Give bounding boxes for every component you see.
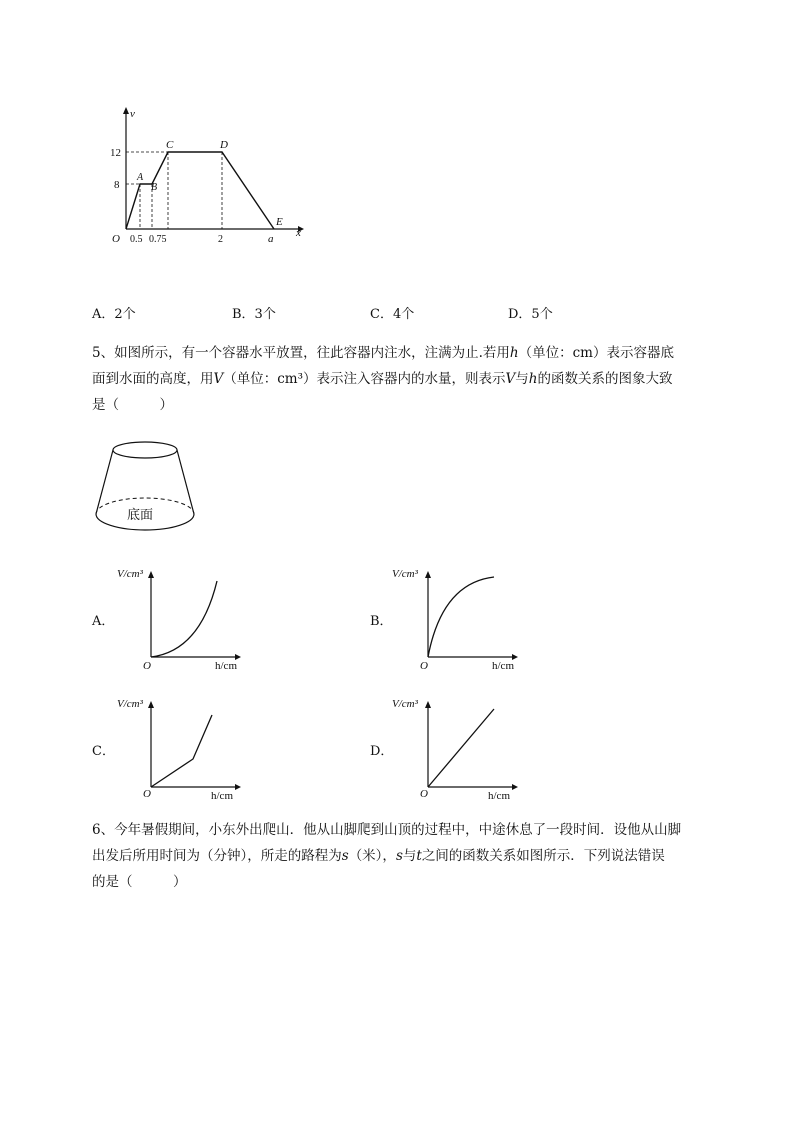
- point-label: C: [166, 139, 174, 151]
- y-tick-label: 12: [110, 147, 121, 159]
- q5-graph-d: [392, 693, 522, 803]
- q6-question-text: [92, 817, 712, 895]
- q5-graph-a: [115, 563, 245, 673]
- q5-graph-b: [392, 563, 522, 673]
- q5-question-text: [92, 340, 712, 418]
- v-axis-label: v: [130, 108, 135, 120]
- graph-b-y-label: V/cm³: [392, 568, 418, 580]
- q4-speed-graph: [108, 105, 308, 255]
- q5-graph-d-letter[interactable]: D．: [370, 744, 394, 759]
- q6-line-1: 6、今年暑假期间，小东外出爬山．他从山脚爬到山顶的过程中，中途休息了一段时间．设他从山脚: [92, 822, 682, 838]
- y-tick-label: 8: [114, 179, 120, 191]
- q6-line-3: 的是（ ）: [92, 874, 187, 890]
- q5-graph-b-letter[interactable]: B．: [370, 614, 393, 629]
- graph-c-origin: O: [143, 788, 151, 800]
- graph-b-origin: O: [420, 660, 428, 672]
- graph-d-y-label: V/cm³: [392, 698, 418, 710]
- graph-c-x-label: h/cm: [211, 790, 233, 802]
- graph-d-origin: O: [420, 788, 428, 800]
- graph-a-y-label: V/cm³: [117, 568, 143, 580]
- x-tick-label: 2: [218, 234, 223, 245]
- q5-line-1: 5、如图所示，有一个容器水平放置，往此容器内注水，注满为止.若用h（单位：cm）表示容器底: [92, 345, 674, 361]
- x-tick-label: 0.75: [149, 234, 167, 245]
- x-tick-label: a: [268, 233, 274, 245]
- q4-option-c[interactable]: C．4个: [370, 307, 415, 322]
- q5-line-3: 是（ ）: [92, 397, 173, 413]
- point-label: D: [220, 139, 228, 151]
- graph-b-x-label: h/cm: [492, 660, 514, 672]
- container-base-label: 底面: [127, 507, 154, 522]
- point-label: E: [276, 216, 283, 228]
- origin-label: O: [112, 233, 120, 245]
- graph-a-x-label: h/cm: [215, 660, 237, 672]
- x-tick-label: 0.5: [130, 234, 143, 245]
- q5-container-figure: [90, 440, 200, 540]
- point-label: B: [151, 182, 158, 193]
- q5-graph-a-letter[interactable]: A．: [92, 614, 115, 629]
- point-label: A: [137, 172, 144, 183]
- q5-graph-c-letter[interactable]: C．: [92, 744, 115, 759]
- q5-line-2: 面到水面的高度，用V（单位：cm³）表示注入容器内的水量，则表示V与h的函数关系的图象大致: [92, 371, 673, 387]
- x-axis-label: x: [296, 227, 301, 239]
- graph-d-x-label: h/cm: [488, 790, 510, 802]
- q4-option-d[interactable]: D．5个: [508, 307, 553, 322]
- q5-graph-c: [115, 693, 245, 803]
- q4-option-b[interactable]: B．3个: [232, 307, 276, 322]
- graph-a-origin: O: [143, 660, 151, 672]
- graph-c-y-label: V/cm³: [117, 698, 143, 710]
- q6-line-2: 出发后所用时间为（分钟），所走的路程为s（米），s与t之间的函数关系如图所示．下列说法错误: [92, 848, 665, 864]
- q4-option-a[interactable]: A．2个: [92, 307, 136, 322]
